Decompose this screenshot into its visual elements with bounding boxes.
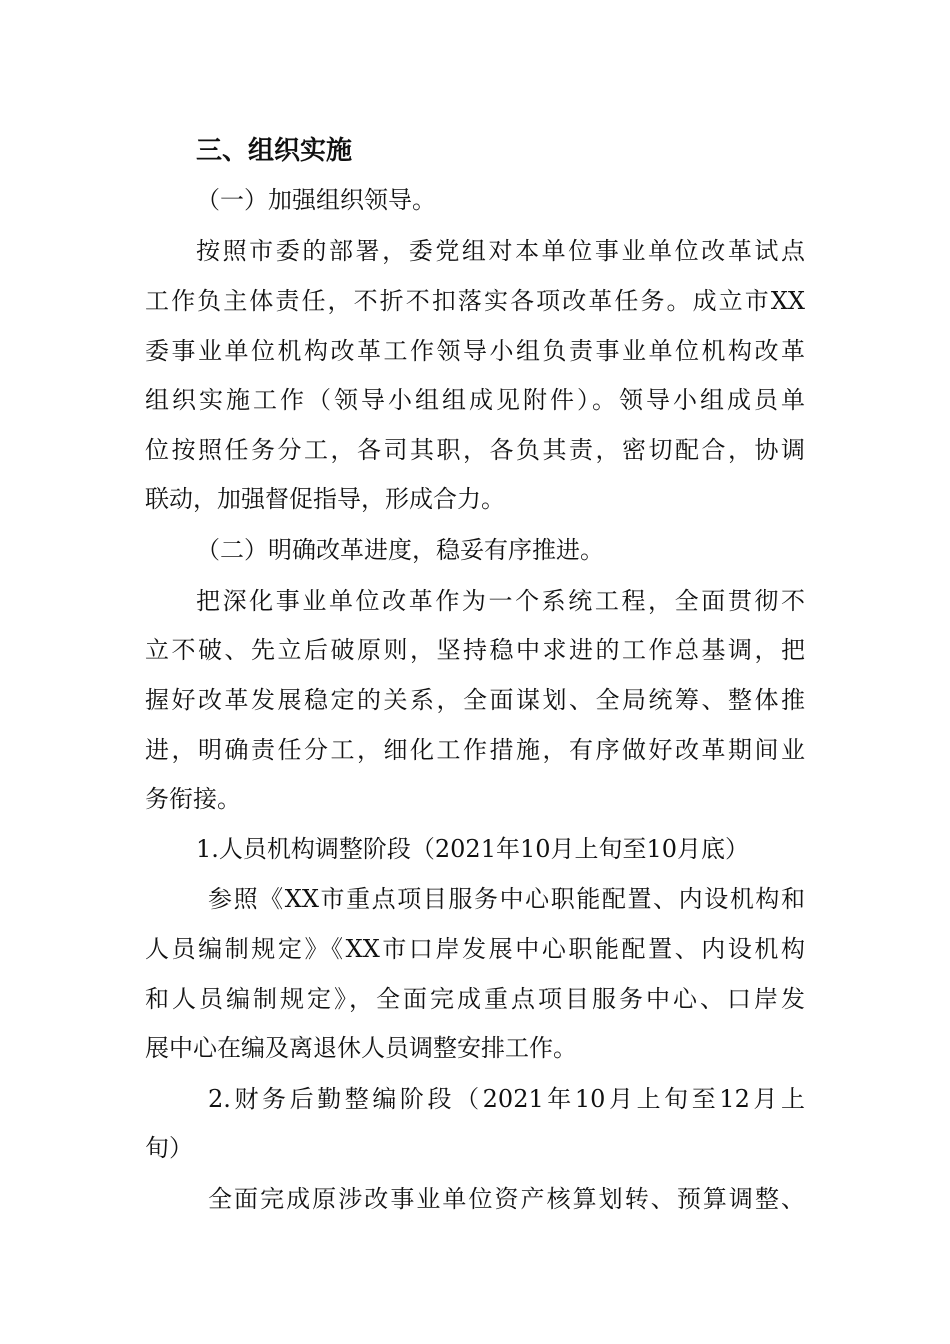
para2-line: 立不破、先立后破原则，坚持稳中求进的工作总基调，把 [145, 636, 805, 664]
para2-line: 进，明确责任分工，细化工作措施，有序做好改革期间业 [145, 736, 805, 764]
para1-line: 工作负主体责任，不折不扣落实各项改革任务。成立市XX [145, 287, 805, 315]
item1-body-line: 参照《XX市重点项目服务中心职能配置、内设机构和 [208, 885, 805, 913]
item1-body-line: 人员编制规定》《XX市口岸发展中心职能配置、内设机构 [145, 935, 805, 963]
item1-body-line: 展中心在编及离退休人员调整安排工作。 [145, 1034, 577, 1062]
subheading-2: （二）明确改革进度，稳妥有序推进。 [196, 536, 604, 564]
para2-line: 把深化事业单位改革作为一个系统工程，全面贯彻不 [196, 587, 805, 615]
para1-line: 组织实施工作（领导小组组成见附件）。领导小组成员单 [145, 386, 805, 414]
para1-line: 联动，加强督促指导，形成合力。 [145, 485, 505, 513]
item2-body-line: 全面完成原涉改事业单位资产核算划转、预算调整、 [208, 1185, 805, 1213]
para2-line: 握好改革发展稳定的关系，全面谋划、全局统筹、整体推 [145, 686, 805, 714]
item1-body-line: 和人员编制规定》，全面完成重点项目服务中心、口岸发 [145, 985, 805, 1013]
item1-title: 1.人员机构调整阶段（2021年10月上旬至10月底） [196, 835, 750, 863]
para1-line: 委事业单位机构改革工作领导小组负责事业单位机构改革 [145, 337, 805, 365]
item2-title-line: 旬） [145, 1134, 193, 1162]
para2-line: 务衔接。 [145, 785, 241, 813]
subheading-1: （一）加强组织领导。 [196, 186, 436, 214]
section-heading: 三、组织实施 [196, 136, 353, 166]
item2-title-line: 2.财务后勤整编阶段（2021年10月上旬至12月上 [208, 1085, 805, 1113]
para1-line: 位按照任务分工，各司其职，各负其责，密切配合，协调 [145, 436, 805, 464]
para1-line: 按照市委的部署，委党组对本单位事业单位改革试点 [196, 237, 805, 265]
